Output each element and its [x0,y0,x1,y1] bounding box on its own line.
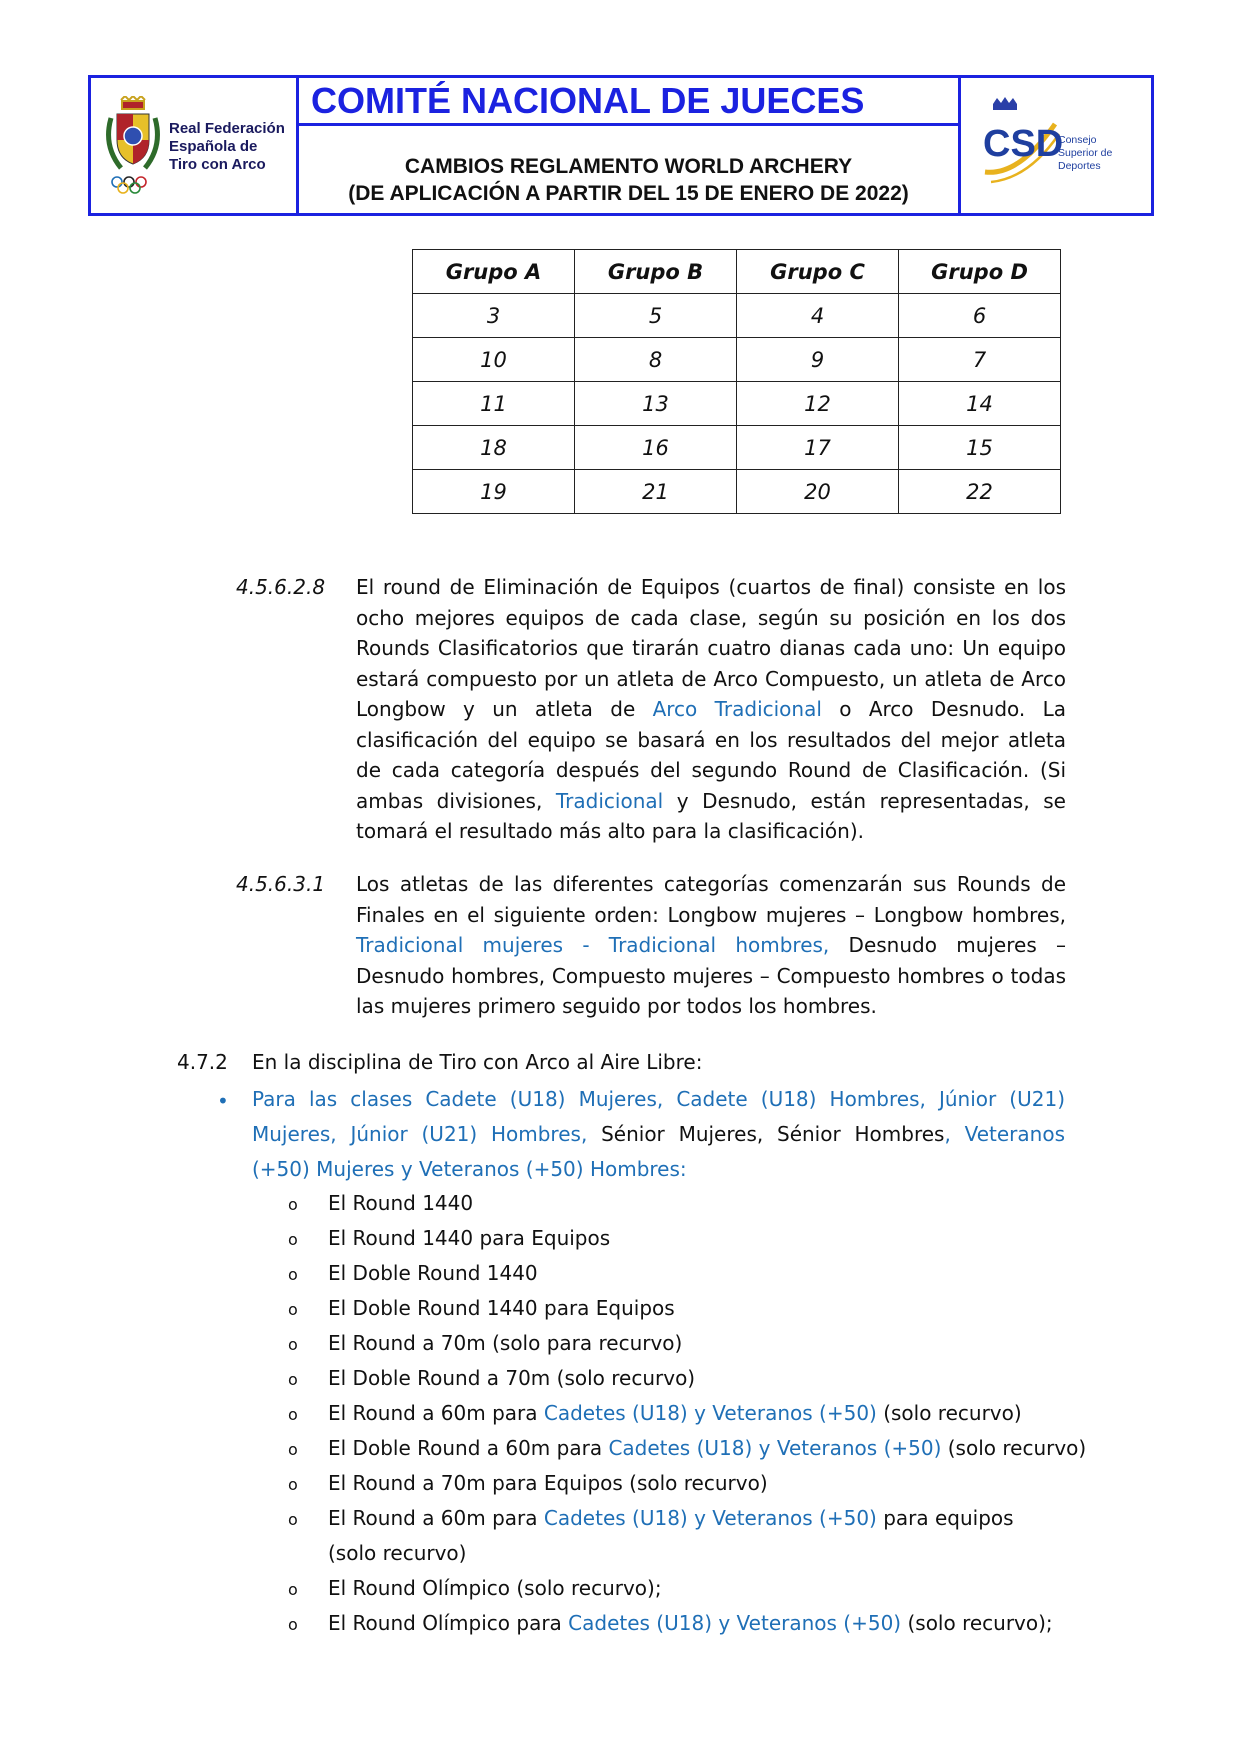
bullet-text-highlight: Para las clases Cadete (U18) Mujeres, Cadete (U18) Hombres, Júnior (U21) Mujeres, Júnior (U21) Hombres, [252,1087,1065,1146]
csd-name-line-1: Consejo [1058,134,1097,146]
circle-bullet-icon: o [288,1405,298,1424]
subtitle-line-2: (DE APLICACIÓN A PARTIR DEL 15 DE ENERO DE 2022) [348,182,909,205]
group-d-header: Grupo D [899,250,1061,294]
rule-text-segment: o Arco Desnudo. La clasificación del equipo se basará en los resultados del mejor atleta de cada categoría después del segundo Round de Clasificación. (Si ambas divisiones, [356,697,1066,813]
header-title-cell [299,78,958,213]
rule-text-highlight: Arco Tradicional [652,697,822,721]
group-b-header: Grupo B [575,250,737,294]
csd-name [1058,134,1112,173]
rule-text-4-5-6-3-1 [356,869,1066,1022]
list-item-highlight: Cadetes (U18) y Veteranos (+50) [543,1401,877,1425]
federation-name [169,120,285,174]
list-item [288,1256,1118,1291]
table-cell: 5 [575,294,737,338]
list-item-text: El Round Olímpico (solo recurvo); [328,1576,662,1600]
list-item-text: El Round a 60m para [328,1506,544,1530]
list-item-text: El Doble Round a 60m para [328,1436,609,1460]
list-item [288,1571,1118,1606]
rounds-list [288,1186,1158,1641]
bullet-text-classes [252,1082,1065,1187]
table-cell: 20 [737,470,899,514]
section-number-4-7-2: 4.7.2 [177,1050,228,1074]
list-item-highlight: Cadetes (U18) y Veteranos (+50) [543,1506,877,1530]
list-item [288,1466,1118,1501]
subtitle-line-1: CAMBIOS REGLAMENTO WORLD ARCHERY [404,155,853,178]
section-heading-4-7-2: En la disciplina de Tiro con Arco al Aire Libre: [252,1050,703,1074]
rule-text-segment: Desnudo mujeres – Desnudo hombres, Compuesto mujeres – Compuesto hombres o todas las mujeres primero seguido por todos los hombres. [356,933,1066,1018]
list-item [288,1221,1118,1256]
rule-text-segment: y Desnudo, están representadas, se tomará el resultado más alto para la clasificación). [356,788,1066,843]
table-cell: 17 [737,426,899,470]
table-cell: 3 [413,294,575,338]
table-row [413,382,1061,426]
rule-text-4-5-6-2-8 [356,572,1066,847]
list-item-text: (solo recurvo); [901,1611,1053,1635]
csd-name-line-2: Superior de [1058,147,1113,159]
table-cell: 10 [413,338,575,382]
federation-emblem-icon [101,96,165,196]
list-item [288,1186,1118,1221]
group-a-header: Grupo A [413,250,575,294]
circle-bullet-icon: o [288,1300,298,1319]
list-item-text: El Round Olímpico para [328,1611,569,1635]
table-cell: 6 [899,294,1061,338]
table-cell: 21 [575,470,737,514]
list-item-highlight: Cadetes (U18) y Veteranos (+50) [608,1436,942,1460]
table-cell: 11 [413,382,575,426]
circle-bullet-icon: o [288,1265,298,1284]
bullet-text-highlight: , Veteranos (+50) Mujeres y Veteranos (+50) Hombres: [252,1122,1065,1181]
list-item [288,1396,1118,1431]
federation-logo-cell [91,78,299,213]
federation-name-line-3: Tiro con Arco [169,156,266,173]
list-item-text: El Round a 70m para Equipos (solo recurvo) [328,1471,768,1495]
table-cell: 18 [413,426,575,470]
rule-number-4-5-6-3-1: 4.5.6.3.1 [236,872,326,896]
list-item-text: El Round 1440 [328,1191,474,1215]
list-item-text: El Round 1440 para Equipos [328,1226,611,1250]
list-item-text: para equipos (solo recurvo) [328,1506,1014,1565]
list-item-highlight: Cadetes (U18) y Veteranos (+50) [568,1611,902,1635]
list-item-text: El Doble Round 1440 [328,1261,538,1285]
table-cell: 15 [899,426,1061,470]
group-c-header: Grupo C [737,250,899,294]
table-cell: 8 [575,338,737,382]
list-item [288,1291,1118,1326]
list-item-text: El Round a 70m (solo para recurvo) [328,1331,683,1355]
circle-bullet-icon: o [288,1615,298,1634]
list-item-text: (solo recurvo) [876,1401,1022,1425]
table-row [413,338,1061,382]
circle-bullet-icon: o [288,1195,298,1214]
bullet-icon: • [217,1089,229,1113]
circle-bullet-icon: o [288,1510,298,1529]
csd-logo-cell [958,78,1151,213]
document-subtitle [299,126,958,207]
csd-logo-text: CSD [983,123,1064,165]
rule-text-segment: Los atletas de las diferentes categorías comenzarán sus Rounds de Finales en el siguiente orden: Longbow mujeres – Longbow hombres, [356,872,1066,927]
list-item [288,1431,1158,1466]
circle-bullet-icon: o [288,1440,298,1459]
table-row [413,426,1061,470]
bullet-text-segment: Sénior Mujeres, Sénior Hombres [587,1122,945,1146]
list-item [288,1361,1118,1396]
circle-bullet-icon: o [288,1370,298,1389]
list-item [288,1326,1118,1361]
committee-title: COMITÉ NACIONAL DE JUECES [299,78,958,126]
list-item-text: El Doble Round 1440 para Equipos [328,1296,675,1320]
table-cell: 22 [899,470,1061,514]
list-item-text: El Round a 60m para [328,1401,544,1425]
rule-text-highlight: Tradicional mujeres - Tradicional hombres, [356,933,830,957]
table-cell: 16 [575,426,737,470]
groups-table [412,249,1061,514]
table-cell: 14 [899,382,1061,426]
csd-logo-icon [979,94,1069,194]
list-item-text: El Doble Round a 70m (solo recurvo) [328,1366,696,1390]
table-cell: 19 [413,470,575,514]
table-row [413,294,1061,338]
table-cell: 12 [737,382,899,426]
table-cell: 4 [737,294,899,338]
table-cell: 13 [575,382,737,426]
rule-text-highlight: Tradicional [555,788,664,813]
federation-name-line-2: Española de [169,138,258,155]
circle-bullet-icon: o [288,1580,298,1599]
rule-number-4-5-6-2-8: 4.5.6.2.8 [236,575,326,599]
circle-bullet-icon: o [288,1335,298,1354]
table-row [413,470,1061,514]
list-item-text: (solo recurvo) [941,1436,1087,1460]
rule-text-segment: El round de Eliminación de Equipos (cuartos de final) consiste en los ocho mejores equipos de cada clase, según su posición en los dos Rounds Clasificatorios que tirarán cuatro dianas cada uno: Un equipo estará compuesto por un atleta de Arco Compuesto, un atleta de Arco Longbow y un atleta de [356,575,1066,721]
document-header [88,75,1154,216]
circle-bullet-icon: o [288,1230,298,1249]
list-item [288,1501,1068,1571]
circle-bullet-icon: o [288,1475,298,1494]
federation-name-line-1: Real Federación [169,120,285,137]
table-cell: 7 [899,338,1061,382]
groups-table-header-row [413,250,1061,294]
csd-name-line-3: Deportes [1058,160,1101,172]
table-cell: 9 [737,338,899,382]
list-item [288,1606,1118,1641]
